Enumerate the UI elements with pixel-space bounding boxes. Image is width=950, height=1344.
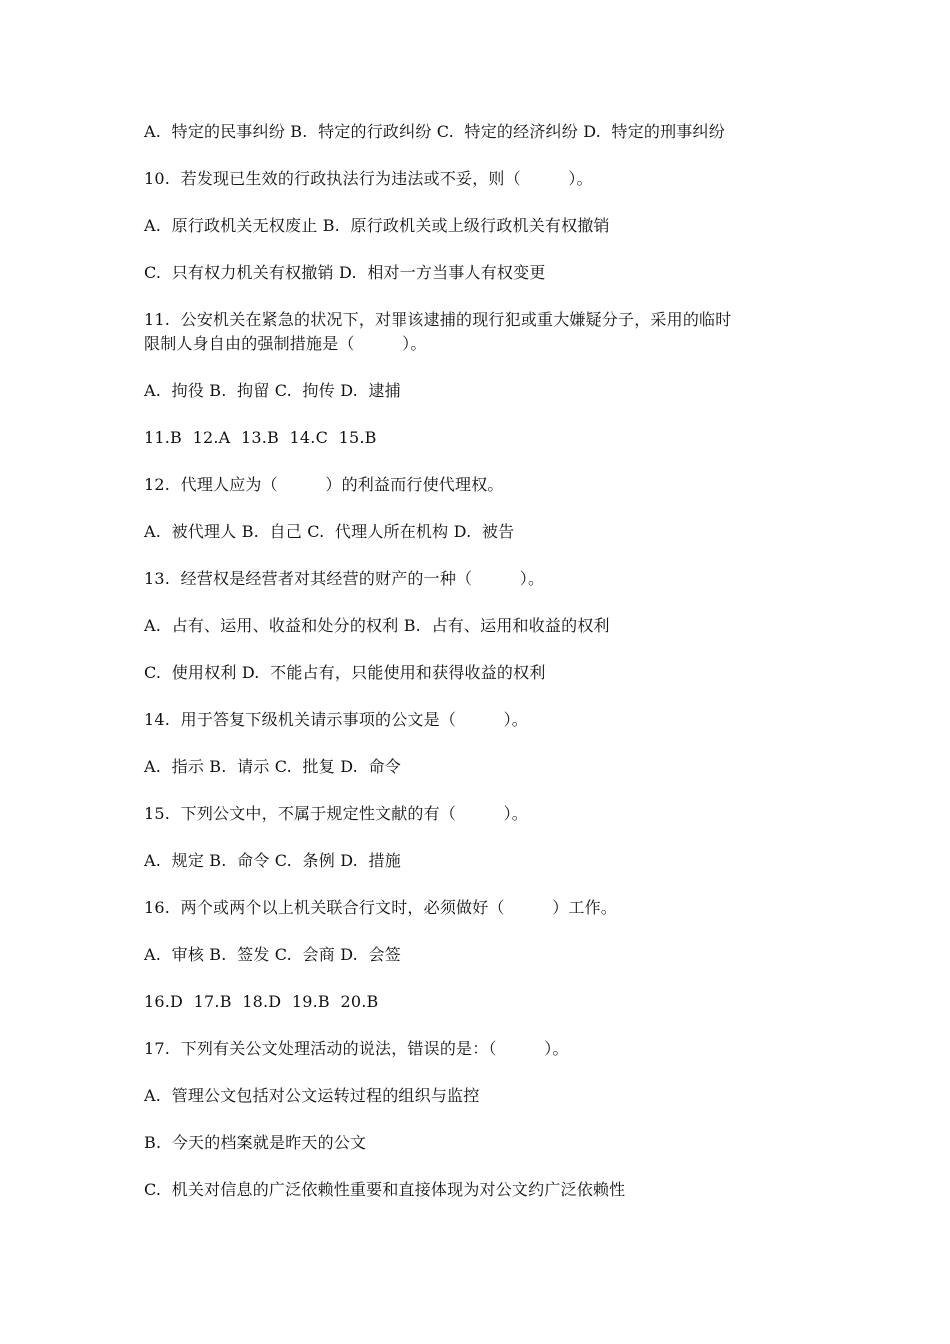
- document-body: [144, 120, 824, 1225]
- q11-stem-line1: 11. 公安机关在紧急的状况下，对罪该逮捕的现行犯或重大嫌疑分子，采用的临时: [144, 310, 732, 329]
- q11-stem-line2: 限制人身自由的强制措施是（ ）。: [144, 334, 427, 353]
- q17-option-b: B. 今天的档案就是昨天的公文: [144, 1133, 367, 1152]
- q16-stem: 16. 两个或两个以上机关联合行文时，必须做好（ ）工作。: [144, 898, 617, 917]
- q13-options-cd: C. 使用权利 D. 不能占有，只能使用和获得收益的权利: [144, 663, 546, 682]
- q16-options: A. 审核 B. 签发 C. 会商 D. 会签: [144, 945, 401, 964]
- q13-options-ab: A. 占有、运用、收益和处分的权利 B. 占有、运用和收益的权利: [144, 616, 610, 635]
- q12-stem: 12. 代理人应为（ ）的利益而行使代理权。: [144, 475, 504, 494]
- q13-stem: 13. 经营权是经营者对其经营的财产的一种（ ）。: [144, 569, 545, 588]
- q15-options: A. 规定 B. 命令 C. 条例 D. 措施: [144, 851, 401, 870]
- q17-option-a: A. 管理公文包括对公文运转过程的组织与监控: [144, 1086, 480, 1105]
- answer-key-11-15: 11.B 12.A 13.B 14.C 15.B: [144, 428, 377, 447]
- q10-options-cd: C. 只有权力机关有权撤销 D. 相对一方当事人有权变更: [144, 263, 546, 282]
- q11-options: A. 拘役 B. 拘留 C. 拘传 D. 逮捕: [144, 381, 401, 400]
- q17-stem: 17. 下列有关公文处理活动的说法，错误的是：（ ）。: [144, 1039, 569, 1058]
- q17-option-c: C. 机关对信息的广泛依赖性重要和直接体现为对公文约广泛依赖性: [144, 1180, 626, 1199]
- q14-options: A. 指示 B. 请示 C. 批复 D. 命令: [144, 757, 401, 776]
- q10-options-ab: A. 原行政机关无权废止 B. 原行政机关或上级行政机关有权撤销: [144, 216, 610, 235]
- q12-options: A. 被代理人 B. 自己 C. 代理人所在机构 D. 被告: [144, 522, 515, 541]
- q15-stem: 15. 下列公文中，不属于规定性文献的有（ ）。: [144, 804, 528, 823]
- q9-options: A. 特定的民事纠纷 B. 特定的行政纠纷 C. 特定的经济纠纷 D. 特定的刑事纠纷: [144, 122, 725, 141]
- q10-stem: 10. 若发现已生效的行政执法行为违法或不妥，则（ ）。: [144, 169, 593, 188]
- answer-key-16-20: 16.D 17.B 18.D 19.B 20.B: [144, 992, 379, 1011]
- q14-stem: 14. 用于答复下级机关请示事项的公文是（ ）。: [144, 710, 528, 729]
